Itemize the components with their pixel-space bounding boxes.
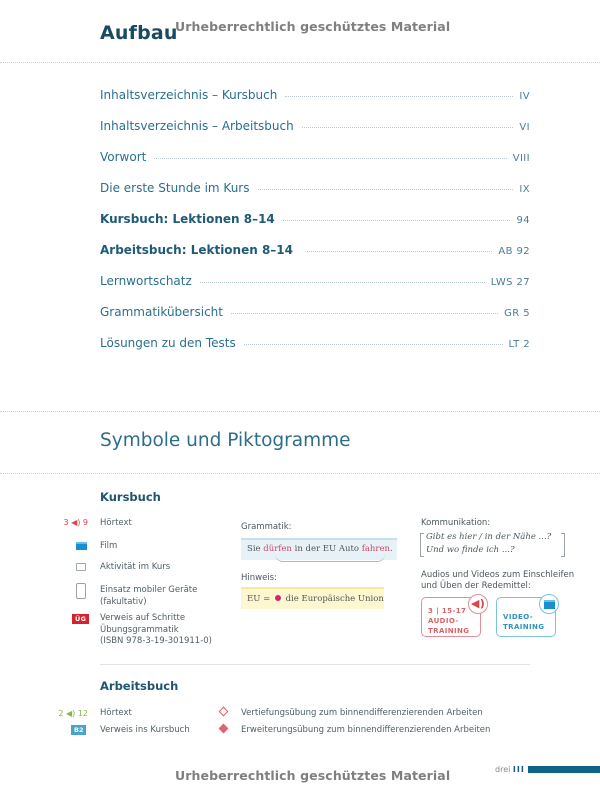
diamond-outline-icon [219, 707, 229, 717]
legend-label-line: Einsatz mobiler Geräte [100, 585, 198, 595]
badge-text: AUDIO- [428, 617, 459, 625]
page-number-roman: III [512, 765, 525, 774]
bullet-dot-icon [275, 595, 281, 601]
dot-leader [285, 96, 513, 97]
toc-label: Lernwortschatz [100, 274, 192, 288]
toc-label: Inhaltsverzeichnis – Arbeitsbuch [100, 119, 294, 133]
watermark-top: Urheberrechtlich geschütztes Material [175, 19, 451, 34]
toc-page: AB 92 [498, 246, 530, 257]
dot-leader [283, 220, 511, 221]
toc-row[interactable] [100, 150, 530, 181]
watermark-bottom: Urheberrechtlich geschütztes Material [175, 768, 451, 783]
legend-label [100, 613, 212, 648]
page-title: Aufbau [100, 22, 178, 44]
toc-row[interactable] [100, 274, 530, 305]
grammatik-example-box [241, 538, 397, 560]
diamond-filled-icon [219, 724, 229, 734]
hinweis-text: die Europäische Union [282, 594, 384, 604]
audio-icon: 3 ◀) 9 [63, 518, 88, 527]
legend-label-line: (fakultativ) [100, 596, 147, 607]
grammatik-label: Grammatik: [241, 522, 292, 532]
mobile-device-icon [76, 583, 86, 599]
audio-training-badge [421, 597, 486, 637]
divider [100, 664, 530, 665]
activity-icon [76, 563, 86, 571]
toc-page: IX [519, 184, 530, 195]
page-number [495, 765, 525, 774]
legend-label [100, 585, 197, 608]
hinweis-label: Hinweis: [241, 573, 277, 583]
sentence-part: in der EU Auto [291, 544, 362, 554]
legend-label: Vertiefungsübung zum binnendifferenzierenden Arbeiten [241, 708, 483, 718]
hinweis-text: EU = [247, 594, 273, 604]
toc-label: Inhaltsverzeichnis – Kursbuch [100, 88, 278, 102]
divider [0, 62, 600, 63]
bracket-left [420, 533, 424, 557]
toc-page: LWS 27 [490, 277, 530, 288]
toc-label: Grammatikübersicht [100, 305, 223, 319]
audio-track-end: 12 [77, 709, 88, 718]
dot-leader [307, 251, 492, 252]
toc-row[interactable] [100, 212, 530, 243]
toc-row[interactable] [100, 88, 530, 119]
section-title: Symbole und Piktogramme [100, 430, 351, 451]
toc-label: Kursbuch: Lektionen 8–14 [100, 212, 275, 226]
kommunikation-line: Gibt es hier / in der Nähe ...? [426, 532, 552, 542]
dot-leader [200, 282, 485, 283]
legend-label: Hörtext [100, 518, 132, 528]
legend-label: Aktivität im Kurs [100, 562, 171, 572]
ug-badge-icon: ÜG [72, 614, 89, 624]
divider [0, 473, 600, 474]
badge-text: TRAINING [503, 623, 545, 631]
toc-page: LT 2 [508, 339, 530, 350]
audios-videos-text [421, 570, 574, 592]
dot-leader [154, 158, 506, 159]
verb-highlight: dürfen [263, 544, 292, 554]
legend-label: Film [100, 541, 118, 551]
toc-page: IV [519, 91, 530, 102]
text-line: und Üben der Redemittel: [421, 581, 531, 591]
divider [0, 411, 600, 412]
legend-label-line: Übungsgrammatik [100, 624, 179, 635]
toc-row[interactable] [100, 336, 530, 367]
sentence-part: Sie [247, 544, 264, 554]
audio-icon: 2 ◀) 12 [58, 709, 88, 718]
toc-page: 94 [516, 215, 530, 226]
legend-label: Hörtext [100, 708, 132, 718]
dot-leader [231, 313, 498, 314]
track-numbers: 3 | 15-17 [428, 607, 467, 615]
legend-label-line: Verweis auf Schritte [100, 613, 186, 623]
b2-badge-icon: B2 [71, 725, 86, 735]
bracket-right [561, 533, 565, 557]
film-icon [76, 542, 87, 550]
audio-track-start: 2 [58, 709, 64, 718]
dot-leader [244, 344, 503, 345]
audio-track-start: 3 [63, 518, 69, 527]
page-number-word: drei [495, 765, 511, 774]
dot-leader [302, 127, 514, 128]
kommunikation-line: Und wo finde ich ...? [426, 545, 515, 555]
toc-label: Lösungen zu den Tests [100, 336, 236, 350]
toc-row[interactable] [100, 181, 530, 212]
table-of-contents [100, 88, 530, 367]
legend-label: Erweiterungsübung zum binnendifferenzierenden Arbeiten [241, 725, 491, 735]
speaker-icon: ◀) [468, 594, 488, 614]
sentence-part: . [389, 544, 393, 554]
verb-bracket-arc [275, 554, 385, 562]
hinweis-example-box [241, 587, 384, 609]
legend-label: Verweis ins Kursbuch [100, 725, 190, 735]
toc-page: VIII [512, 153, 530, 164]
clapperboard-icon [539, 594, 559, 614]
video-training-badge [496, 597, 556, 637]
toc-page: GR 5 [504, 308, 530, 319]
arbeitsbuch-heading: Arbeitsbuch [100, 679, 179, 693]
toc-row[interactable] [100, 243, 530, 274]
toc-row[interactable] [100, 119, 530, 150]
dot-leader [258, 189, 514, 190]
legend-label-line: (ISBN 978-3-19-301911-0) [100, 636, 212, 646]
toc-page: VI [519, 122, 530, 133]
footer-accent-bar [528, 766, 600, 773]
verb-highlight: fahren [361, 544, 390, 554]
kommunikation-example-box [420, 531, 565, 559]
toc-label: Die erste Stunde im Kurs [100, 181, 250, 195]
text-line: Audios und Videos zum Einschleifen [421, 570, 575, 580]
badge-text: TRAINING [428, 627, 470, 635]
toc-label: Vorwort [100, 150, 147, 164]
toc-row[interactable] [100, 305, 530, 336]
badge-text: VIDEO- [503, 613, 534, 621]
kursbuch-heading: Kursbuch [100, 490, 161, 504]
kommunikation-label: Kommunikation: [421, 518, 491, 528]
audio-track-end: 9 [82, 518, 88, 527]
toc-label: Arbeitsbuch: Lektionen 8–14 [100, 243, 294, 257]
